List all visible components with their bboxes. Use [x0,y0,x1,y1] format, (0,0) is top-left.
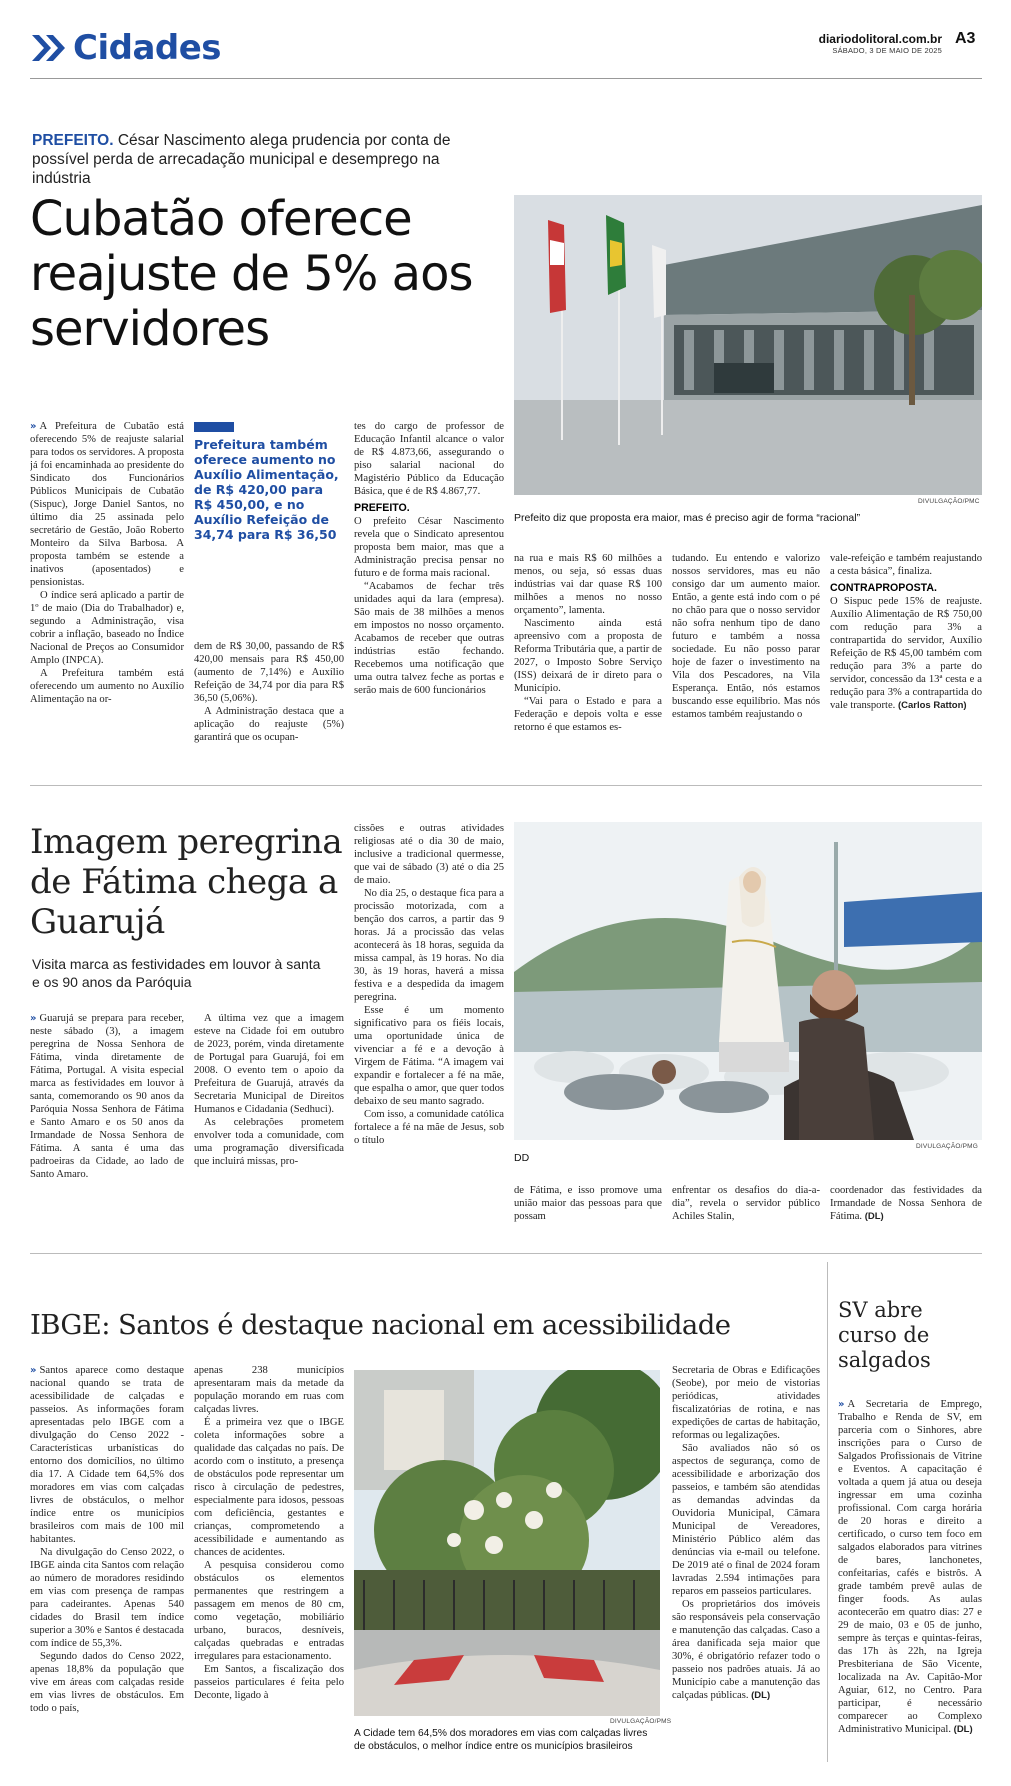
paragraph: São avaliados não só os aspectos de segurança, como de acessibilidade e arborização dos passeios, e também são atendidas as demandas advindas da Ouvidoria Municipal, Câmara Municipal de Vereadores, Ministério Público além das denúncias via e-mail ou telefone. De 2019 até o final de 2024 foram lavradas 2.594 intimações para reparos em passeios particulares. [672,1443,820,1597]
byline: (Carlos Ratton) [897,700,967,711]
paragraph: “Vai para o Estado e para a Federação e depois volta e esse retorno é que estamos es- [514,696,662,733]
paragraph: O índice será aplicado a partir de 1º de maio (Dia do Trabalhador) e, segundo a Administração, visa cobrir a inflação, baseado no Índice Nacional de Preços ao Consumidor Amplo (INPCA). [30,590,184,666]
edition-date: SÁBADO, 3 DE MAIO DE 2025 [832,46,942,55]
paragraph: Nascimento ainda está apreensivo com a proposta de Reforma Tributária que, a partir de 2027, o Imposto Sobre Serviço (ISS) deixará de ir direto para o Município. [514,618,662,694]
story3-headline: IBGE: Santos é destaque nacional em acessibilidade [30,1309,731,1341]
divider-2 [30,1253,982,1254]
paragraph: de Fátima, e isso promove uma união maior das pessoas para que possam [514,1185,662,1222]
paragraph: tes do cargo de professor de Educação Infantil alcance o valor de R$ 4.873,66, assegurando o piso salarial nacional do Magistério Público da Educação Básica, que é de R$ 4.867,77. [354,421,504,497]
story2-col6 [830,1184,982,1238]
story2-col3 [354,822,504,1238]
story2-photo-caption: DD [514,1152,530,1164]
byline: (DL) [953,1724,973,1735]
paragraph: apenas 238 municípios apresentaram mais da metade da população morando em ruas com calçadas livres. [194,1365,344,1415]
paragraph: enfrentar os desafios do dia-a-dia”, revela o servidor público Achiles Stalin, [672,1185,820,1222]
story3-photo [354,1370,660,1716]
paragraph: Na divulgação do Censo 2022, o IBGE ainda cita Santos com relação ao número de moradores residindo em vias com presença de rampas para cadeirantes. Apenas 540 cidades do Brasil tem índice superior a 30% e Santos é destacada com índice de 55,3%. [30,1547,184,1649]
byline: (DL) [751,1690,771,1701]
story1-photo-credit: DIVULGAÇÃO/PMC [918,498,980,505]
column-rule [827,1262,828,1762]
story1-col2 [194,640,344,796]
paragraph: Os proprietários dos imóveis são responsáveis pela conservação e manutenção das calçadas. Caso a área danificada seja maior que 30%, é obrigatório refazer todo o passeio nos padrões atuais. Já ao Município cabe a manutenção das calçadas públicas. [672,1599,820,1701]
paragraph: Com isso, a comunidade católica fortalece a fé na mãe de Jesus, sob o título [354,1109,504,1146]
story4-headline: SV abre curso de salgados [838,1298,931,1372]
paragraph: A Prefeitura de Cubatão está oferecendo 5% de reajuste salarial para todos os servidores. A proposta já foi encaminhada ao presidente do Sindicato dos Funcionários Públicos Municipais de Cubatão (Sispuc), Jorge Daniel Santos, no último dia 25 assinada pelo secretário de Gestão, João Roberto Monteiro da Silva Barbosa. A proposta também se estende a inativos (aposentados) e pensionistas. [30,421,184,588]
story3-photo-credit: DIVULGAÇÃO/PMS [610,1718,672,1725]
story-marker-icon: » [30,1013,37,1024]
story2-deck: Visita marca as festividades em louvor à santa e os 90 anos da Paróquia [32,956,321,990]
paragraph: na rua e mais R$ 60 milhões a menos, ou seja, só essas duas indústrias vai dar quase R$ 100 milhões a menos no nosso orçamento”, lamenta. [514,553,662,616]
story2-col4 [514,1184,662,1238]
paragraph: No dia 25, o destaque fica para a procissão motorizada, com a benção dos carros, a partir das 9 horas. Já a procissão das velas acontecerá às 18 horas, seguida da missa campal, às 19 horas. No dia 30, às 19 horas, haverá a missa festiva e a despedida da imagem peregrina. [354,888,504,1003]
story-marker-icon: » [838,1399,845,1410]
paragraph: Segundo dados do Censo 2022, apenas 18,8% da população que vive em áreas com calçadas reside em vias livres de obstáculos. Em todo o país, [30,1651,184,1714]
byline: (DL) [864,1211,884,1222]
story1-deck-text: César Nascimento alega prudencia por conta de possível perda de arrecadação municipal e desemprego na indústria [32,132,451,187]
paragraph: As celebrações prometem envolver toda a comunidade, com uma programação diversificada que incluirá missas, pro- [194,1117,344,1167]
story1-photo [514,195,982,495]
paragraph: vale-refeição e também reajustando a cesta básica”, finaliza. [830,553,982,577]
story4-col [838,1398,982,1764]
story3-col2 [194,1364,344,1764]
paragraph: É a primeira vez que o IBGE coleta informações sobre a qualidade das calçadas no país. De acordo com o instituto, a presença de obstáculos pode representar um risco à circulação de pedestres, especialmente para idosos, pessoas com deficiência, gestantes e crianças, comprometendo a acessibilidade e aumentando as chances de acidentes. [194,1417,344,1558]
paragraph: O Sispuc pede 15% de reajuste. Auxílio Alimentação de R$ 750,00 com redução para 3% a contrapartida do servidor, Auxílio Refeição de R$ 45,00 também com redução para 3% a parte do servidor, concessão da 13ª cesta e a redução para 3% a contrapartida do vale transporte. [830,596,982,711]
story2-headline: Imagem peregrina de Fátima chega a Guarujá [30,822,343,942]
paragraph: Santos aparece como destaque nacional quando se trata de acessibilidade de calçadas e passeios. As informações foram apresentadas pelo IBGE com a divulgação do Censo 2022 - Características urbanísticas do entorno dos domicílios, no último dia 17. A Cidade tem 64,5% dos moradores em vias com calçadas livres de obstáculos, o melhor índice entre os municípios brasileiros com mais de 100 mil habitantes. [30,1365,184,1545]
paragraph: A pesquisa considerou como obstáculos os elementos permanentes que restringem a passagem em menos de 80 cm, como vegetação, mobiliário urbano, buracos, desníveis, calçadas quebradas e entradas irregulares para estacionamento. [194,1560,344,1662]
story3-col3 [672,1364,820,1764]
paragraph: cissões e outras atividades religiosas até o dia 30 de maio, inclusive a tradicional quermesse, que vai de sábado (3) até o dia 25 de maio. [354,823,504,886]
paragraph: tudando. Eu entendo e valorizo nossos servidores, mas eu não consigo dar um aumento maior. Então, a gente está indo com o pé no chão para que o nosso servidor não sofra nenhum tipo de dano futuro e também a nossa sociedade. Eu não posso parar hoje de fazer o investimento na Vila dos Pescadores, na Vila Esperança. Então, nós estamos buscando esse equilíbrio. Mas nós estamos também reajustando o [672,553,820,720]
paragraph: O prefeito César Nascimento revela que o Sindicato apresentou proposta bem maior, mas que a Administração precisa pensar no futuro e de forma mais racional. [354,516,504,579]
story1-photo-caption: Prefeito diz que proposta era maior, mas é preciso agir de forma “racional” [514,512,861,524]
paragraph: Secretaria de Obras e Edificações (Seobe), por meio de vistorias periódicas, atividades fiscalizatórias de rotina, e nas expedições de cartas de habitação, reformas ou legalizações. [672,1365,820,1441]
story1-pullquote-bar [194,422,234,432]
paragraph: Em Santos, a fiscalização dos passeios particulares é feita pelo Deconte, ligado à [194,1664,344,1701]
story1-col1 [30,420,184,796]
story1-col5 [672,552,820,796]
paragraph: “Acabamos de fechar três unidades aqui da lara (empresa). São mais de 38 milhões a menos em impostos no nosso orçamento. Acabamos de receber que outras indústrias estão fechando. Recebemos uma notificação que uma outra talvez feche as portas e serão mais de 600 funcionários [354,581,504,696]
paragraph: Guarujá se prepara para receber, neste sábado (3), a imagem peregrina de Nossa Senhora de Fátima, vinda diretamente de Fátima, Portugal. A visita especial marca as festividades em louvor à santa, comemorando os 90 anos da Paróquia Nossa Senhora de Fátima e Santo Amaro e os 50 anos da Irmandade de Nossa Senhora de Fátima. A santa é uma das padroeiras da Cidade, ao lado de Santo Amaro. [30,1013,184,1180]
subhead: PREFEITO. [354,502,410,514]
story3-col1 [30,1364,184,1764]
story2-photo [514,822,982,1140]
paragraph: A Secretaria de Emprego, Trabalho e Renda de SV, em parceria com o Sinhores, abre inscrições para o Curso de Salgados Profissionais de Vitrine e Eventos. A capacitação é voltada a quem já atua ou deseja ingressar em uma cozinha profissional. Com carga horária de 20 horas e direito a certificado, o curso tem foco em salgados elaborados para vitrines de bares, lanchonetes, confeitarias, cafés e bistrôs. A grade também prevê aulas de finger foods. As aulas acontecerão em quatro dias: 27 e 29 de maio, 03 e 05 de junho, sempre às terças e quintas-feiras, das 17h às 22h, na Igreja Presbiteriana de São Vicente, localizada na Av. Capitão-Mor Aguiar, 612, no Centro. Para participar, é necessário comparecer ao Complexo Administrativo Municipal. [838,1399,982,1735]
story2-col5 [672,1184,820,1238]
story1-col6 [830,552,982,796]
story2-col1 [30,1012,184,1238]
story1-headline: Cubatão oferece reajuste de 5% aos servidores [30,191,473,357]
divider-1 [30,785,982,786]
story1-deck [32,131,502,188]
story1-col4 [514,552,662,796]
header-rule [30,78,982,79]
story1-col3 [354,420,504,796]
page-number: A3 [955,30,976,47]
site-url: diariodolitoral.com.br [818,32,942,46]
section-title: Cidades [73,28,222,68]
paragraph: dem de R$ 30,00, passando de R$ 420,00 mensais para R$ 450,00 (aumento de 7,14%) e Auxílio Refeição de 34,74 por dia para R$ 36,50 (5,06%). [194,641,344,704]
story-marker-icon: » [30,421,37,432]
story2-col2 [194,1012,344,1238]
subhead: CONTRAPROPOSTA. [830,582,937,594]
story3-photo-caption: A Cidade tem 64,5% dos moradores em vias com calçadas livres de obstáculos, o melhor índice entre os municípios brasileiros [354,1728,648,1752]
story2-photo-credit: DIVULGAÇÃO/PMG [916,1143,979,1150]
paragraph: A última vez que a imagem esteve na Cidade foi em outubro de 2023, porém, vinda diretamente de Portugal para Guarujá, foi em 2008. O evento tem o apoio da Prefeitura de Guarujá, através da Secretaria Municipal de Direitos Humanos e Cidadania (Sedhuci). [194,1013,344,1115]
paragraph: A Prefeitura também está oferecendo um aumento no Auxílio Alimentação na or- [30,668,184,705]
section-chevrons-icon [30,33,70,63]
paragraph: A Administração destaca que a aplicação do reajuste (5%) garantirá que os ocupan- [194,706,344,743]
story1-kicker: PREFEITO. [32,132,114,149]
paragraph: coordenador das festividades da Irmandade de Nossa Senhora de Fátima. [830,1185,982,1222]
story-marker-icon: » [30,1365,37,1376]
story1-pullquote: Prefeitura também oferece aumento no Auxílio Alimentação, de R$ 420,00 para R$ 450,00, e no Auxílio Refeição de 34,74 para R$ 36,50 [194,437,339,542]
paragraph: Esse é um momento significativo para os fiéis locais, uma oportunidade única de vivenciar a fé e a devoção à Virgem de Fátima. “A imagem vai expandir e fortalecer a fé na mãe, que espalha o amor, que quer todos debaixo de seu manto sagrado. [354,1005,504,1107]
